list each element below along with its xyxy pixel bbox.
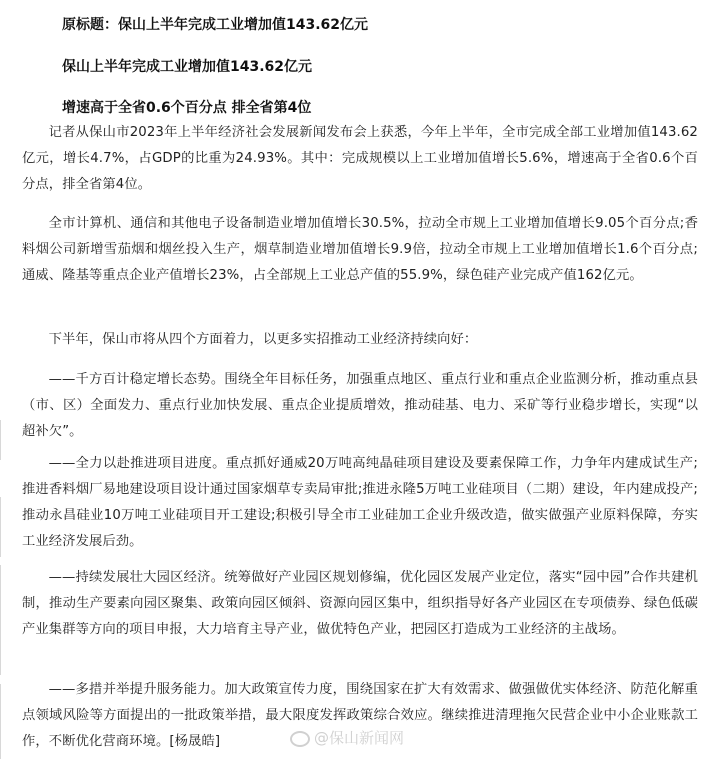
headline: 保山上半年完成工业增加值143.62亿元 <box>62 59 313 75</box>
watermark-text: @保山新闻网 <box>314 729 405 747</box>
paragraph-industry-growth: 全市计算机、通信和其他电子设备制造业增加值增长30.5%，拉动全市规上工业增加值增长9.05个百分点;香料烟公司新增雪茄烟和烟丝投入生产，烟草制造业增加值增长9.9倍，拉动全市规上工业增加值增长1.6个百分点;通威、隆基等重点企业产值增长23%，占全部规上工业总产值的55.9%，绿色硅产业完成产值162亿元。 <box>22 216 698 283</box>
paragraph-intro: 记者从保山市2023年上半年经济社会发展新闻发布会上获悉，今年上半年，全市完成全部工业增加值143.62亿元，增长4.7%，占GDP的比重为24.93%。其中：完成规模以上工业增加值增长5.6%，增速高于全省0.6个百分点，排全省第4位。 <box>22 125 698 192</box>
paragraph-project-progress: ——全力以赴推进项目进度。重点抓好通威20万吨高纯晶硅项目建设及要素保障工作，力争年内建成试生产;推进香料烟厂易地建设项目设计通过国家烟草专卖局审批;推进永隆5万吨工业硅项目（二期）建设，年内建成投产;推动永昌硅业10万吨工业硅项目开工建设;积极引导全市工业硅加工企业升级改造，做实做强产业原料保障，夯实工业经济发展后劲。 <box>22 456 698 549</box>
edge-divider <box>0 497 1 557</box>
edge-divider <box>0 420 1 460</box>
subheadline: 增速高于全省0.6个百分点 排全省第4位 <box>62 100 312 116</box>
original-title: 原标题：保山上半年完成工业增加值143.62亿元 <box>62 17 369 33</box>
paragraph-stabilize-growth: ——千方百计稳定增长态势。围绕全年目标任务，加强重点地区、重点行业和重点企业监测分析，推动重点县（市、区）全面发力、重点行业加快发展、重点企业提质增效，推动硅基、电力、采矿等行业稳步增长，实现“以超补欠”。 <box>22 372 698 439</box>
paragraph-service-capacity: ——多措并举提升服务能力。加大政策宣传力度，围绕国家在扩大有效需求、做强做优实体经济、防范化解重点领域风险等方面提出的一批政策举措，最大限度发挥政策综合效应。继续推进清理拖欠民营企业中小企业账款工作，不断优化营商环境。[杨晟皓] <box>22 682 698 749</box>
edge-divider <box>0 565 1 675</box>
paragraph-second-half-plan: 下半年，保山市将从四个方面着力，以更多实招推动工业经济持续向好： <box>48 332 478 347</box>
edge-divider <box>0 684 1 759</box>
paragraph-park-economy: ——持续发展壮大园区经济。统筹做好产业园区规划修编，优化园区发展产业定位，落实“园中园”合作共建机制，推动生产要素向园区聚集、政策向园区倾斜、资源向园区集中，组织指导好各产业园区在专项债券、绿色低碳产业集群等方向的项目申报，大力培育主导产业，做优特色产业，把园区打造成为工业经济的主战场。 <box>22 570 698 637</box>
